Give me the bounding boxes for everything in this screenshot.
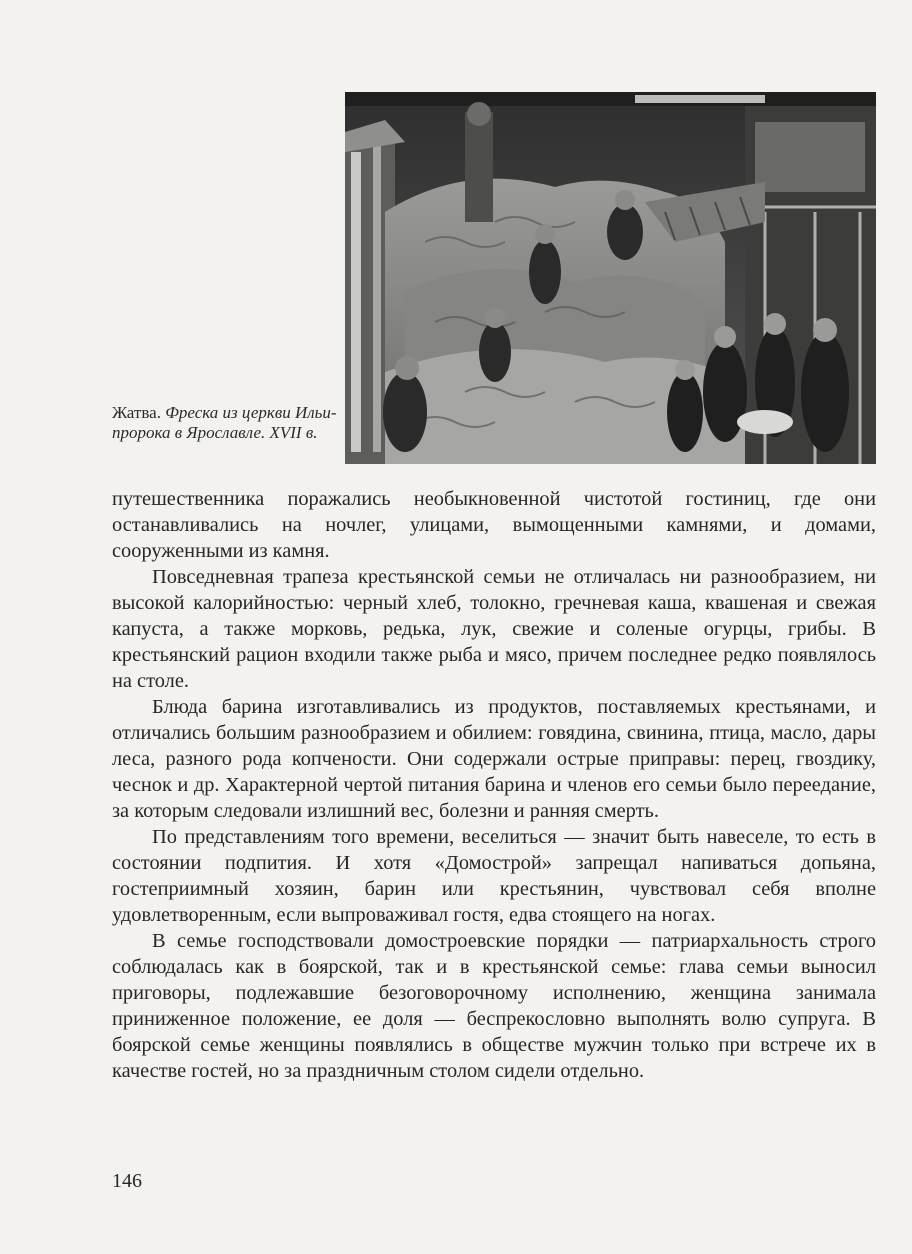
page-number: 146 — [112, 1170, 142, 1192]
paragraph: По представлениям того времени, веселиться — значит быть навеселе, то есть в состоянии подпития. И хотя «Домострой» запрещал напиваться допьяна, гостеприимный хозяин, барин или крестьянин, чувствовал себя вполне удовлетворенным, если выпроваживал гостя, едва стоящего на ногах. — [112, 826, 876, 926]
body-text — [112, 486, 876, 1084]
paragraph: В семье господствовали домостроевские порядки — патриархальность строго соблюдалась как в боярской, так и в крестьянской семье: глава семьи выносил приговоры, подлежавшие безоговорочному исполнению, женщина занимала приниженное положение, ее доля — беспрекословно выполнять волю супруга. В боярской семье женщины появлялись в обществе мужчин только при встрече их в качестве гостей, но за праздничным столом сидели отдельно. — [112, 930, 876, 1082]
fresco-illustration — [345, 92, 876, 464]
caption-place: Фреска из церкви Ильи-пророка в Ярославле. XVII в. — [112, 403, 337, 442]
paragraph: Повседневная трапеза крестьянской семьи не отличалась ни разнообразием, ни высокой калорийностью: черный хлеб, толокно, гречневая каша, квашеная и свежая капуста, а также морковь, редька, лук, свежие и соленые огурцы, грибы. В крестьянский рацион входили также рыба и мясо, причем последнее редко появлялось на столе. — [112, 566, 876, 692]
figure-caption — [112, 403, 337, 443]
paragraph: путешественника поражались необыкновенной чистотой гостиниц, где они останавливались на ночлег, улицами, вымощенными камнями, и домами, сооруженными из камня. — [112, 488, 876, 562]
fresco-image — [345, 92, 876, 464]
caption-title: Жатва. — [112, 403, 161, 422]
paragraph: Блюда барина изготавливались из продуктов, поставляемых крестьянами, и отличались большим разнообразием и обилием: говядина, свинина, птица, масло, дары леса, разного рода копчености. Они содержали острые приправы: перец, гвоздику, чеснок и др. Характерной чертой питания барина и членов его семьи было переедание, за которым следовали излишний вес, болезни и ранняя смерть. — [112, 696, 876, 822]
